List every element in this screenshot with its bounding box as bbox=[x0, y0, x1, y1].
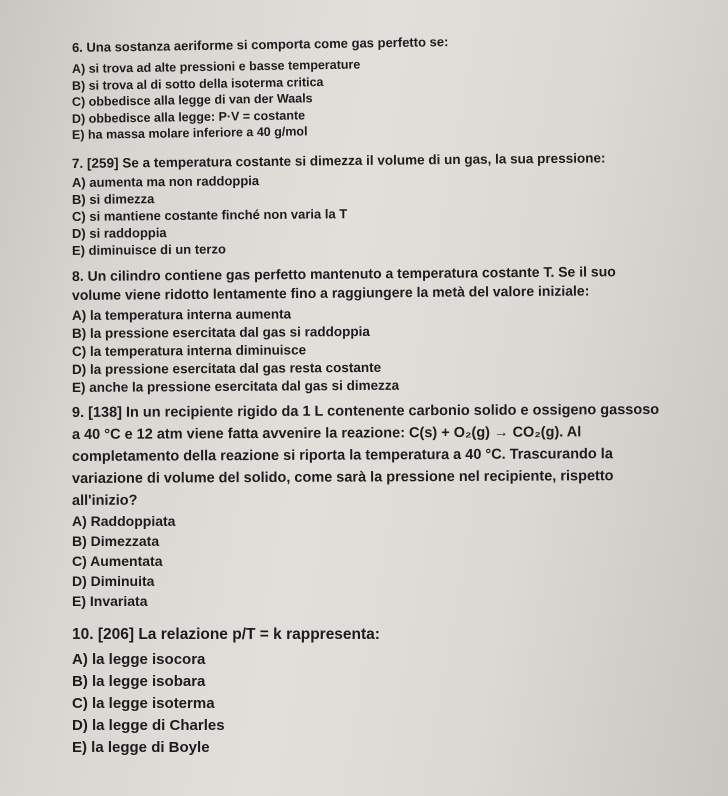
question-9-text-line-1: 9. [138] In un recipiente rigido da 1 L contenente carbonio solido e ossigeno gassoso bbox=[71, 401, 660, 421]
question-7-option-e: E) diminuisce di un terzo bbox=[71, 241, 226, 258]
question-9-option-d: D) Diminuita bbox=[72, 573, 155, 589]
question-10-option-c: C) la legge isoterma bbox=[72, 695, 215, 712]
question-9-option-a: A) Raddoppiata bbox=[72, 513, 176, 529]
question-8-option-a: A) la temperatura interna aumenta bbox=[71, 306, 292, 323]
question-6-text: 6. Una sostanza aeriforme si comporta come gas perfetto se: bbox=[71, 34, 449, 55]
question-6-option-d: D) obbedisce alla legge: P·V = costante bbox=[71, 108, 306, 126]
question-6-option-a: A) si trova ad alte pressioni e basse temperature bbox=[71, 57, 361, 76]
question-7-text: 7. [259] Se a temperatura costante si dimezza il volume di un gas, la sua pressione: bbox=[71, 150, 606, 171]
question-8-text-line-2: volume viene ridotto lentamente fino a raggiungere la metà del valore iniziale: bbox=[71, 282, 590, 303]
question-7-option-c: C) si mantiene costante finché non varia la T bbox=[71, 206, 348, 224]
question-9-text-line-5: all'inizio? bbox=[71, 492, 138, 509]
question-9-text-line-3: completamento della reazione si riporta la temperatura a 40 °C. Trascurando la bbox=[71, 446, 613, 465]
question-8-option-c: C) la temperatura interna diminuisce bbox=[71, 342, 307, 359]
question-7-option-d: D) si raddoppia bbox=[71, 225, 167, 241]
question-6-option-c: C) obbedisce alla legge di van der Waals bbox=[71, 91, 313, 109]
question-9-option-c: C) Aumentata bbox=[72, 553, 163, 569]
question-9-text-line-2: a 40 °C e 12 atm viene fatta avvenire la reazione: C(s) + O₂(g) → CO₂(g). Al bbox=[71, 424, 582, 443]
question-7-option-a: A) aumenta ma non raddoppia bbox=[71, 173, 260, 190]
question-10-text: 10. [206] La relazione p/T = k rappresenta: bbox=[72, 626, 380, 643]
question-10-option-e: E) la legge di Boyle bbox=[72, 739, 210, 756]
question-9-option-b: B) Dimezzata bbox=[72, 533, 160, 549]
question-8-text-line-1: 8. Un cilindro contiene gas perfetto mantenuto a temperatura costante T. Se il suo bbox=[71, 263, 616, 284]
question-9-text-line-4: variazione di volume del solido, come sarà la pressione nel recipiente, rispetto bbox=[71, 468, 614, 487]
question-6-option-e: E) ha massa molare inferiore a 40 g/mol bbox=[71, 124, 308, 142]
question-10-option-d: D) la legge di Charles bbox=[72, 717, 225, 734]
question-8-option-d: D) la pressione esercitata dal gas resta costante bbox=[71, 359, 382, 377]
question-6-option-b: B) si trova al di sotto della isoterma critica bbox=[71, 75, 324, 93]
question-7-option-b: B) si dimezza bbox=[71, 191, 155, 207]
question-8-option-b: B) la pressione esercitata dal gas si raddoppia bbox=[71, 323, 370, 341]
question-10-option-b: B) la legge isobara bbox=[72, 673, 206, 690]
question-8-option-e: E) anche la pressione esercitata dal gas si dimezza bbox=[71, 377, 400, 395]
question-9-option-e: E) Invariata bbox=[72, 593, 148, 609]
question-10-option-a: A) la legge isocora bbox=[72, 651, 206, 668]
